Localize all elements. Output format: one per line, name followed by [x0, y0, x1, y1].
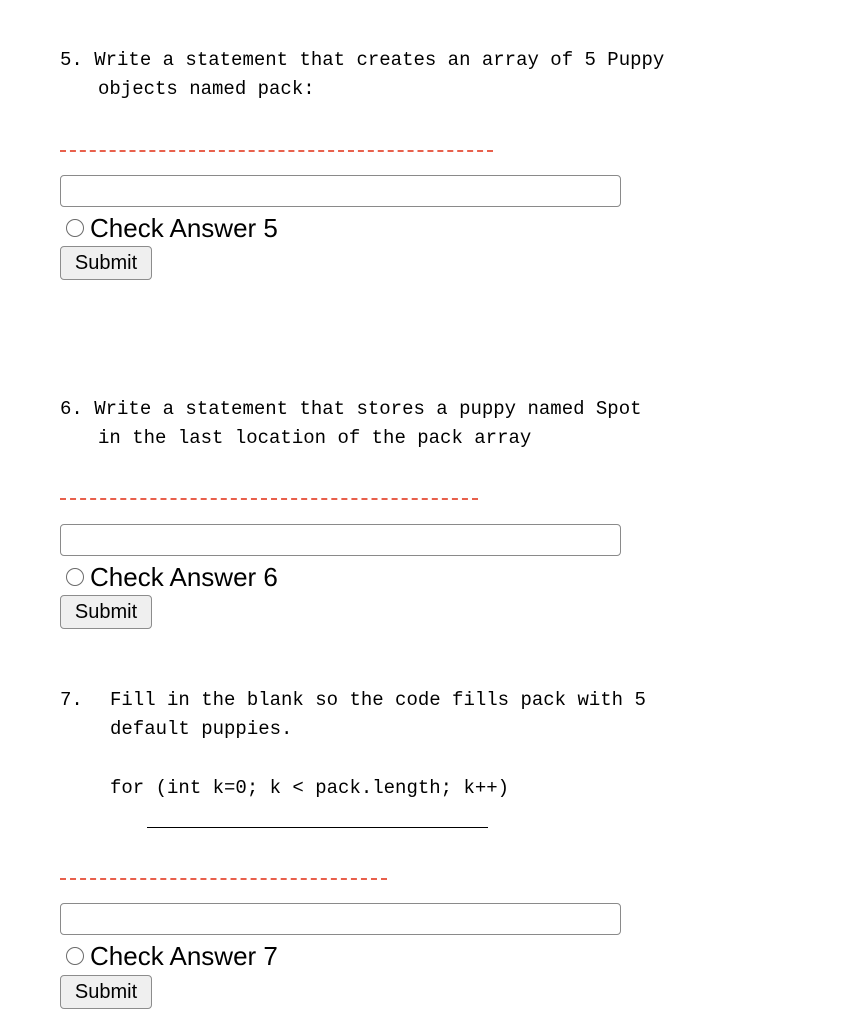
question-5-text-cont [98, 46, 315, 104]
check-answer-5-label: Check Answer 5 [90, 213, 278, 243]
question-5-line-2: objects named pack: [98, 78, 315, 100]
answer-feedback-divider-6 [60, 498, 478, 500]
check-answer-6-row[interactable] [66, 562, 278, 592]
question-6-text-cont [98, 395, 531, 453]
question-6-number: 6. [60, 398, 83, 420]
question-5-number: 5. [60, 49, 83, 71]
submit-button-6[interactable]: Submit [60, 595, 152, 629]
check-answer-7-row[interactable] [66, 941, 278, 971]
question-5-line-1: Write a statement that creates an array of 5 Puppy [94, 49, 665, 71]
question-7-number: 7. [60, 689, 83, 711]
check-answer-6-label: Check Answer 6 [90, 562, 278, 592]
submit-button-5[interactable]: Submit [60, 246, 152, 280]
answer-feedback-divider-5 [60, 150, 493, 152]
question-6-line-1: Write a statement that stores a puppy named Spot [94, 398, 642, 420]
question-6-line-2: in the last location of the pack array [98, 427, 532, 449]
submit-button-7[interactable]: Submit [60, 975, 152, 1009]
check-answer-5-row[interactable] [66, 213, 278, 243]
answer-input-7[interactable] [60, 903, 621, 935]
answer-input-6[interactable] [60, 524, 621, 556]
answer-input-5[interactable] [60, 175, 621, 207]
check-answer-5-radio[interactable] [66, 219, 84, 237]
question-7-line-2: default puppies. [110, 718, 293, 740]
check-answer-7-radio[interactable] [66, 947, 84, 965]
fill-in-blank-line [147, 827, 488, 828]
question-7-line-1: Fill in the blank so the code fills pack with 5 [110, 689, 646, 711]
check-answer-6-radio[interactable] [66, 568, 84, 586]
answer-feedback-divider-7 [60, 878, 387, 880]
check-answer-7-label: Check Answer 7 [90, 941, 278, 971]
question-7-code-line: for (int k=0; k < pack.length; k++) [110, 777, 510, 799]
